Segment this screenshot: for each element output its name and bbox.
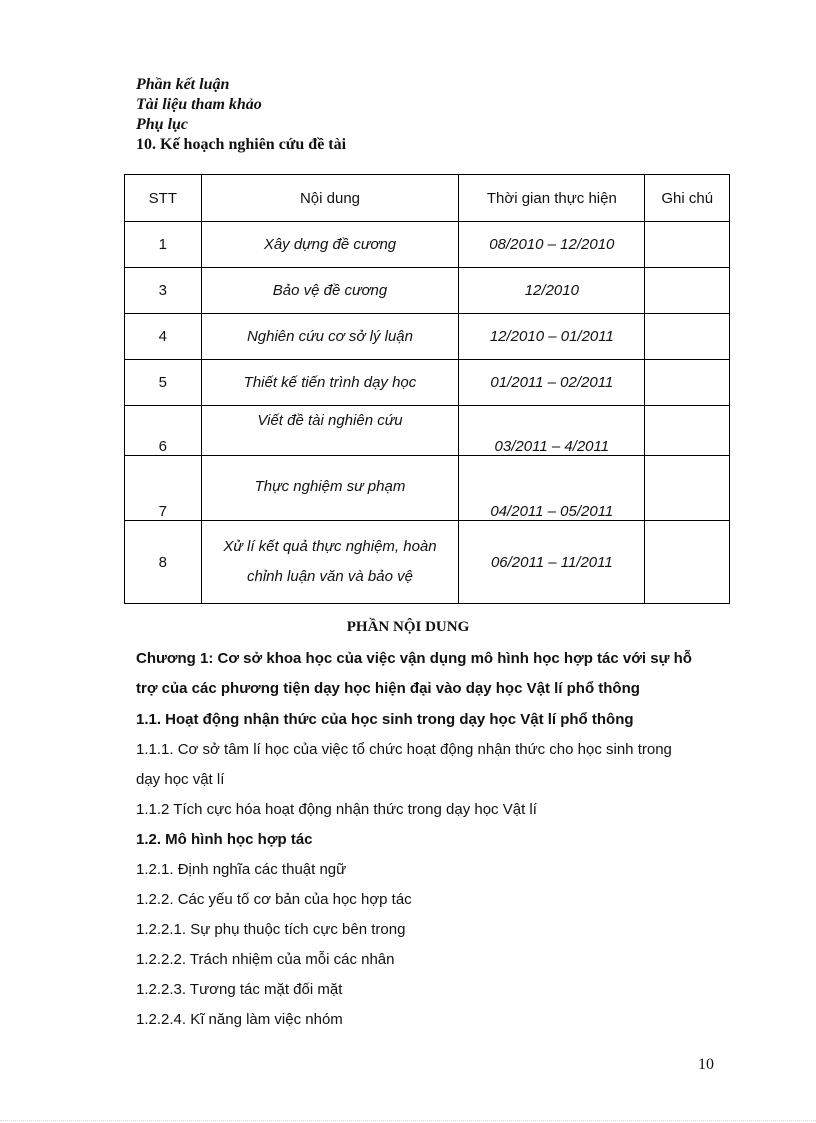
cell-content: Thiết kế tiến trình dạy học — [201, 360, 459, 406]
heading-1-2-1: 1.2.1. Định nghĩa các thuật ngữ — [136, 861, 347, 878]
heading-1-1-1: 1.1.1. Cơ sở tâm lí học của việc tổ chức hoạt động nhận thức cho học sinh trong — [136, 741, 672, 758]
table-row — [125, 268, 730, 314]
cell-time: 04/2011 – 05/2011 — [459, 456, 645, 521]
table-row — [125, 521, 730, 604]
cell-content — [201, 521, 459, 604]
cell-time: 01/2011 – 02/2011 — [459, 360, 645, 406]
cell-content: Nghiên cứu cơ sở lý luận — [201, 314, 459, 360]
toc-references: Tài liệu tham khảo — [136, 96, 262, 113]
cell-note — [645, 360, 730, 406]
cell-note — [645, 222, 730, 268]
chapter-title-line1: Chương 1: Cơ sở khoa học của việc vận dụng mô hình học hợp tác với sự hỗ — [136, 650, 692, 667]
heading-1-1: 1.1. Hoạt động nhận thức của học sinh trong dạy học Vật lí phổ thông — [136, 711, 634, 728]
cell-stt: 3 — [125, 268, 202, 314]
cell-time: 12/2010 — [459, 268, 645, 314]
section-title: 10. Kế hoạch nghiên cứu đề tài — [136, 136, 347, 153]
cell-stt: 7 — [125, 456, 202, 521]
heading-1-2-2-4: 1.2.2.4. Kĩ năng làm việc nhóm — [136, 1011, 343, 1028]
research-plan-table — [124, 174, 730, 604]
cell-time: 08/2010 – 12/2010 — [459, 222, 645, 268]
table-row — [125, 456, 730, 521]
table-row — [125, 360, 730, 406]
heading-1-2-2-1: 1.2.2.1. Sự phụ thuộc tích cực bên trong — [136, 921, 406, 938]
cell-note — [645, 268, 730, 314]
table-row — [125, 406, 730, 456]
table-row — [125, 222, 730, 268]
heading-1-1-1-cont: dạy học vật lí — [136, 771, 225, 788]
cell-note — [645, 314, 730, 360]
header-stt: STT — [125, 175, 202, 222]
cell-content-line: Xử lí kết quả thực nghiệm, hoàn — [223, 538, 437, 555]
cell-content: Xây dựng đề cương — [201, 222, 459, 268]
page-bottom-divider — [0, 1120, 816, 1121]
cell-stt: 1 — [125, 222, 202, 268]
table-header-row — [125, 175, 730, 222]
page-number: 10 — [698, 1056, 714, 1073]
heading-1-2-2-3: 1.2.2.3. Tương tác mặt đối mặt — [136, 981, 343, 998]
cell-stt: 6 — [125, 406, 202, 456]
cell-stt: 5 — [125, 360, 202, 406]
header-content: Nội dung — [201, 175, 459, 222]
toc-appendix: Phụ lục — [136, 116, 189, 133]
cell-note — [645, 521, 730, 604]
heading-1-2-2-2: 1.2.2.2. Trách nhiệm của mỗi các nhân — [136, 951, 395, 968]
cell-time: 03/2011 – 4/2011 — [459, 406, 645, 456]
heading-1-1-2: 1.1.2 Tích cực hóa hoạt động nhận thức trong dạy học Vật lí — [136, 801, 537, 818]
cell-stt: 4 — [125, 314, 202, 360]
cell-stt: 8 — [125, 521, 202, 604]
cell-content: Thực nghiệm sư phạm — [201, 456, 459, 521]
chapter-title-line2: trợ của các phương tiện dạy học hiện đại vào dạy học Vật lí phổ thông — [136, 680, 640, 697]
table-row — [125, 314, 730, 360]
cell-content-line: chỉnh luận văn và bảo vệ — [247, 568, 413, 585]
part-heading: PHẦN NỘI DUNG — [346, 619, 470, 635]
cell-note — [645, 406, 730, 456]
cell-content: Bảo vệ đề cương — [201, 268, 459, 314]
heading-1-2: 1.2. Mô hình học hợp tác — [136, 831, 313, 848]
cell-time: 06/2011 – 11/2011 — [459, 521, 645, 604]
cell-note — [645, 456, 730, 521]
cell-time: 12/2010 – 01/2011 — [459, 314, 645, 360]
header-time: Thời gian thực hiện — [459, 175, 645, 222]
heading-1-2-2: 1.2.2. Các yếu tố cơ bản của học hợp tác — [136, 891, 412, 908]
toc-conclusion: Phần kết luận — [136, 76, 230, 93]
cell-content: Viết đề tài nghiên cứu — [201, 406, 459, 456]
header-note: Ghi chú — [645, 175, 730, 222]
